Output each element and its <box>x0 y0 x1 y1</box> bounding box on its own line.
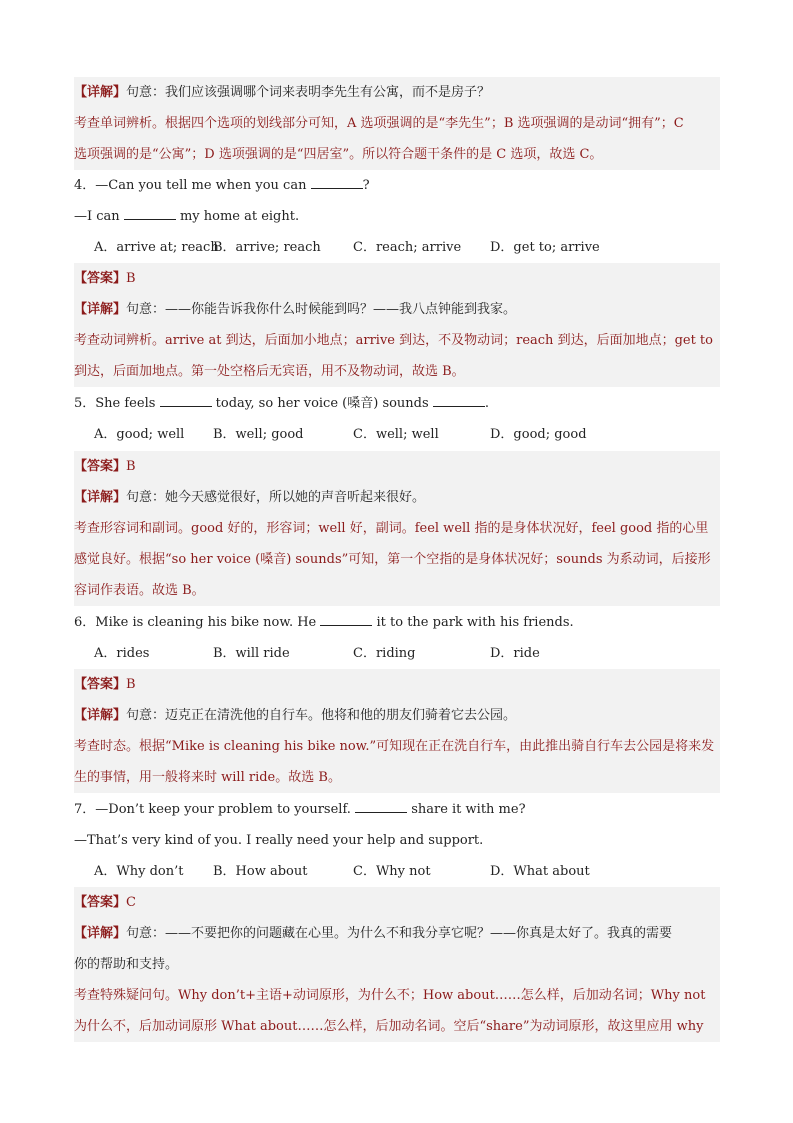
option-d: D．What about <box>490 864 590 879</box>
q4-stem-text: my home at eight. <box>175 209 300 224</box>
q5-stem-text: 5．She feels <box>74 396 160 411</box>
option-d: D．get to; arrive <box>490 240 600 255</box>
explain-meaning-text: 句意：我们应该强调哪个词来表明李先生有公寓，而不是房子？ <box>126 85 491 100</box>
q7-explain-meaning-2: 你的帮助和支持。 <box>74 949 720 980</box>
q7-explain-body-1: 考查特殊疑问句。Why don’t+主语+动词原形，为什么不；How about……怎么样，后加动名词；Why not <box>74 980 720 1011</box>
explain-label: 【详解】 <box>74 85 127 100</box>
explain-label: 【详解】 <box>74 302 127 317</box>
q4-explain-body-2: 到达，后面加地点。第一处空格后无宾语，用不及物动词，故选 B。 <box>74 356 720 387</box>
answer-value: B <box>126 677 136 692</box>
q4-stem-text: 4．—Can you tell me when you can <box>74 178 311 193</box>
explain-meaning-text: 句意：——你能告诉我你什么时候能到吗？——我八点钟能到我家。 <box>126 302 517 317</box>
q5-stem-text: . <box>484 396 489 411</box>
q3-explain-meaning <box>74 77 720 108</box>
answer-value: C <box>126 895 136 910</box>
option-a: A．good; well <box>94 427 185 442</box>
q6-explain-meaning <box>74 700 720 731</box>
q5-explain-body-3: 容词作表语。故选 B。 <box>74 575 720 606</box>
explain-label: 【详解】 <box>74 926 127 941</box>
q4-stem-line-1 <box>74 170 720 201</box>
q7-explain-meaning <box>74 918 720 949</box>
option-b: B．will ride <box>213 646 290 661</box>
explain-label: 【详解】 <box>74 708 127 723</box>
answer-label: 【答案】 <box>74 677 127 692</box>
answer-label: 【答案】 <box>74 271 127 286</box>
q6-stem <box>74 607 720 638</box>
q4-options <box>74 232 720 263</box>
q5-explain-body-1: 考查形容词和副词。good 好的，形容词；well 好，副词。feel well 指的是身体状况好，feel good 指的心里 <box>74 513 720 544</box>
q7-stem-line-1 <box>74 794 720 825</box>
q5-explain-body-2: 感觉良好。根据“so her voice (嗓音) sounds”可知，第一个空指的是身体状况好；sounds 为系动词，后接形 <box>74 544 720 575</box>
q5-explain-meaning <box>74 482 720 513</box>
option-d: D．ride <box>490 646 540 661</box>
q7-explain-body-2: 为什么不，后加动词原形 What about……怎么样，后加动名词。空后“share”为动词原形，故这里应用 why <box>74 1011 720 1042</box>
explain-label: 【详解】 <box>74 490 127 505</box>
q7-stem-text: 7．—Don’t keep your problem to yourself. <box>74 802 356 817</box>
answer-label: 【答案】 <box>74 895 127 910</box>
answer-blank <box>124 207 176 220</box>
option-c: C．riding <box>353 646 416 661</box>
q7-answer <box>74 887 720 918</box>
explain-meaning-text: 句意：她今天感觉很好，所以她的声音听起来很好。 <box>126 490 426 505</box>
q7-stem-text: share it with me? <box>407 802 526 817</box>
q6-stem-text: it to the park with his friends. <box>372 615 574 630</box>
answer-blank <box>433 394 485 407</box>
answer-blank <box>311 176 363 189</box>
q4-explain-body-1: 考查动词辨析。arrive at 到达，后面加小地点；arrive 到达，不及物动词；reach 到达，后面加地点；get to <box>74 325 720 356</box>
q5-stem <box>74 388 720 419</box>
q3-explain-body-1: 考查单词辨析。根据四个选项的划线部分可知，A 选项强调的是“李先生”；B 选项强调的是动词“拥有”；C <box>74 108 720 139</box>
q7-options <box>74 856 720 887</box>
q4-stem-line-2 <box>74 201 720 232</box>
explain-meaning-text: 句意：迈克正在清洗他的自行车。他将和他的朋友们骑着它去公园。 <box>126 708 517 723</box>
answer-blank <box>355 800 407 813</box>
answer-blank <box>160 394 212 407</box>
option-c: C．reach; arrive <box>353 240 462 255</box>
option-d: D．good; good <box>490 427 587 442</box>
q6-answer <box>74 669 720 700</box>
answer-value: B <box>126 459 136 474</box>
explain-meaning-text: 句意：——不要把你的问题藏在心里。为什么不和我分享它呢？——你真是太好了。我真的需要 <box>126 926 673 941</box>
q7-stem-line-2: —That’s very kind of you. I really need your help and support. <box>74 833 484 848</box>
option-a: A．Why don’t <box>94 864 184 879</box>
q4-answer <box>74 263 720 294</box>
q4-stem-text: —I can <box>74 209 124 224</box>
q6-stem-text: 6．Mike is cleaning his bike now. He <box>74 615 321 630</box>
q3-explain-body-2: 选项强调的是“公寓”；D 选项强调的是“四居室”。所以符合题干条件的是 C 选项，故选 C。 <box>74 139 720 170</box>
option-c: C．well; well <box>353 427 439 442</box>
option-b: B．well; good <box>213 427 304 442</box>
option-c: C．Why not <box>353 864 431 879</box>
option-a: A．rides <box>94 646 150 661</box>
q5-options <box>74 419 720 450</box>
q5-answer <box>74 451 720 482</box>
option-b: B．How about <box>213 864 308 879</box>
q6-explain-body-1: 考查时态。根据“Mike is cleaning his bike now.”可知现在正在洗自行车，由此推出骑自行车去公园是将来发 <box>74 731 720 762</box>
answer-label: 【答案】 <box>74 459 127 474</box>
q4-stem-text: ? <box>362 178 370 193</box>
q6-options <box>74 638 720 669</box>
q6-explain-body-2: 生的事情，用一般将来时 will ride。故选 B。 <box>74 762 720 793</box>
option-b: B．arrive; reach <box>213 240 321 255</box>
q5-stem-text: today, so her voice (嗓音) sounds <box>211 396 433 411</box>
answer-blank <box>320 613 372 626</box>
q4-explain-meaning <box>74 294 720 325</box>
option-a: A．arrive at; reach <box>94 240 219 255</box>
answer-value: B <box>126 271 136 286</box>
